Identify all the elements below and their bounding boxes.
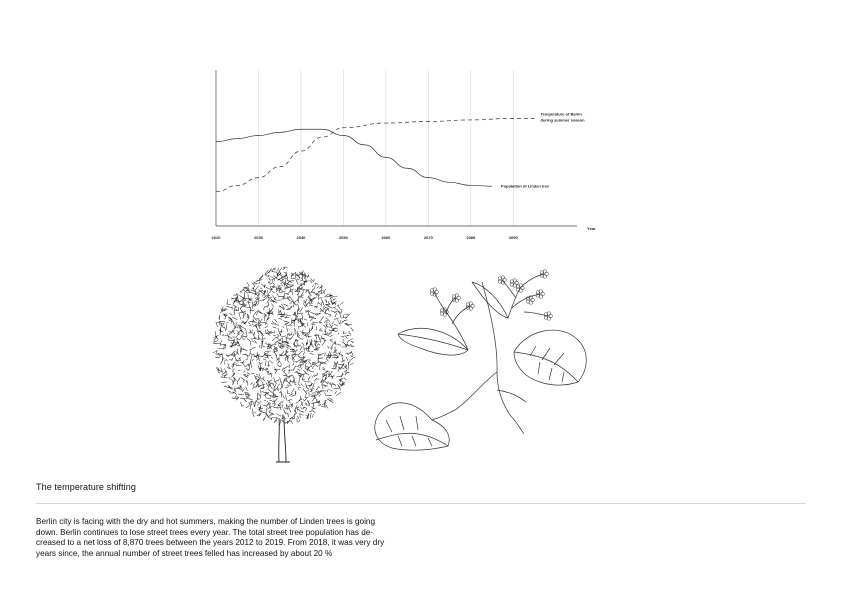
divider: [36, 503, 806, 504]
flower-petal: [531, 298, 535, 302]
tree-trunk: [276, 418, 290, 462]
flower-petal: [515, 281, 519, 285]
body-line: years since, the annual number of street trees felled has increased by about 20 %: [36, 548, 333, 558]
body-line: down. Berlin continues to lose street trees every year. The total street tree population has de-: [36, 527, 374, 537]
flower-petal: [521, 286, 525, 290]
x-tick-label: 2030: [254, 235, 263, 240]
x-tick-label: 2050: [338, 235, 348, 240]
linden-tree-illustration: [213, 267, 355, 462]
body-paragraph: [36, 517, 446, 559]
flower-petal: [545, 272, 549, 276]
tree-foliage: [213, 267, 355, 425]
x-tick-label: 2020: [211, 235, 221, 240]
flower-petal: [435, 290, 439, 294]
flower-petal: [503, 278, 507, 282]
x-tick-label: 2060: [381, 235, 391, 240]
series-label-line: Temperature of Berlin: [540, 111, 582, 117]
flower-petal: [471, 304, 475, 308]
flower-petal: [541, 292, 545, 296]
flower-petal: [457, 296, 461, 300]
linden-branch-illustration: [375, 270, 586, 450]
x-axis-title: Year: [587, 226, 596, 231]
section-title: The temperature shifting: [36, 482, 136, 492]
x-tick-label: 2070: [423, 235, 433, 240]
tree-crown: [213, 267, 355, 425]
series-label-line: during summer season: [540, 117, 585, 123]
x-tick-label: 2040: [296, 235, 306, 240]
x-tick-label: 2090: [508, 235, 518, 240]
body-line: Berlin city is facing with the dry and hot summers, making the number of Linden trees is going: [36, 517, 376, 526]
flower-petal: [549, 314, 553, 318]
body-line: creased to a net loss of 8,870 trees between the years 2012 to 2019. From 2018, it was very dry: [36, 538, 385, 548]
x-tick-label: 2080: [466, 235, 476, 240]
series-label-linden: Population of Linden tree: [501, 183, 550, 189]
